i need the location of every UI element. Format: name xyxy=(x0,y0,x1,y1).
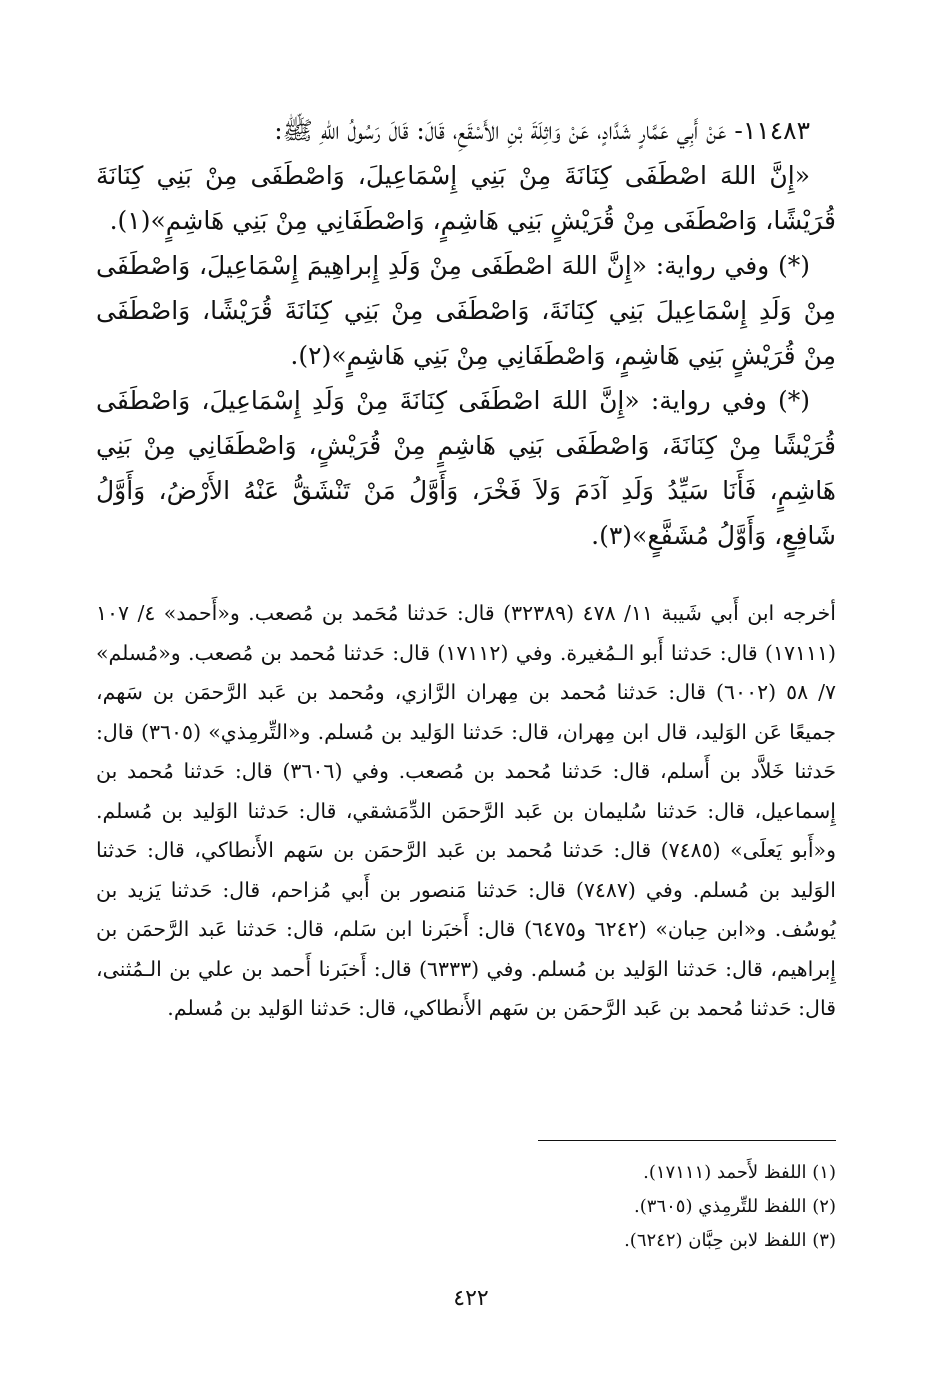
hadith-heading: ١١٤٨٣- عَنْ أَبِي عَمَّارٍ شَدَّادٍ، عَنْ وَاثِلَةَ بْنِ الأَسْقَعِ، قَالَ: قَالَ رَسُولُ اللهِ ﷺ: xyxy=(274,116,810,145)
page-number: ٤٢٢ xyxy=(453,1286,489,1311)
hadith-riwaya-1: (*) وفي رواية: «إِنَّ اللهَ اصْطَفَى مِنْ وَلَدِ إِبراهِيمَ إِسْمَاعِيلَ، وَاصْطَفَى مِنْ وَلَدِ إِسْمَاعِيلَ بَنِي كِنَانَةَ، وَاصْطَفَى مِنْ بَنِي كِنَانَةَ قُرَيْشًا، وَاصْطَفَى مِنْ قُرَيْشٍ بَنِي هَاشِمٍ، وَاصْطَفَانِي مِنْ بَنِي هَاشِمٍ»(٢). xyxy=(96,251,836,370)
hadith-riwaya-2: (*) وفي رواية: «إِنَّ اللهَ اصْطَفَى كِنَانَةَ مِنْ وَلَدِ إِسْمَاعِيلَ، وَاصْطَفَى قُرَيْشًا مِنْ كِنَانَةَ، وَاصْطَفَى بَنِي هَاشِمٍ مِنْ قُرَيْشٍ، وَاصْطَفَانِي مِنْ بَنِي هَاشِمٍ، فَأَنَا سَيِّدُ وَلَدِ آدَمَ وَلاَ فَخْرَ، وَأَوَّلُ مَنْ تَنْشَقُّ عَنْهُ الأَرْضُ، وَأَوَّلُ شَافِعٍ، وَأَوَّلُ مُشَفَّعٍ»(٣). xyxy=(96,386,836,550)
takhrij-block xyxy=(96,594,836,1029)
hadith-matn: «إِنَّ اللهَ اصْطَفَى كِنَانَةَ مِنْ بَنِي إِسْمَاعِيلَ، وَاصْطَفَى مِنْ بَنِي كِنَانَةَ قُرَيْشًا، وَاصْطَفَى مِنْ قُرَيْشٍ بَنِي هَاشِمٍ، وَاصْطَفَانِي مِنْ بَنِي هَاشِمٍ»(١). xyxy=(96,161,836,235)
takhrij-text: أخرجه ابن أَبي شَيبة ١١/ ٤٧٨ (٣٢٣٨٩) قال: حَدثنا مُحَمد بن مُصعب. و«أَحمد» ٤/ ١٠٧ (١٧١١١) قال: حَدثنا أَبو الـمُغيرة. وفي (١٧١١٢) قال: حَدثنا مُحمد بن مُصعب. و«مُسلم» ٧/ ٥٨ (٦٠٠٢) قال: حَدثنا مُحمد بن مِهران الرَّازي، ومُحمد بن عَبد الرَّحمَن بن سَهم، جميعًا عَن الوَليد، قال ابن مِهران، قال: حَدثنا الوَليد بن مُسلم. و«التِّرمِذي» (٣٦٠٥) قال: حَدثنا خَلاَّد بن أَسلم، قال: حَدثنا مُحمد بن مُصعب. وفي (٣٦٠٦) قال: حَدثنا مُحمد بن إِسماعيل، قال: حَدثنا سُليمان بن عَبد الرَّحمَن الدِّمَشقي، قال: حَدثنا الوَليد بن مُسلم. و«أَبو يَعلَى» (٧٤٨٥) قال: حَدثنا مُحمد بن عَبد الرَّحمَن بن سَهم الأَنطاكي، قال: حَدثنا الوَليد بن مُسلم. وفي (٧٤٨٧) قال: حَدثنا مَنصور بن أَبي مُزاحم، قال: حَدثنا يَزيد بن يُوسُف. و«ابن حِبان» (٦٢٤٢ و٦٤٧٥) قال: أَخبَرنا ابن سَلم، قال: حَدثنا عَبد الرَّحمَن بن إِبراهيم، قال: حَدثنا الوَليد بن مُسلم. وفي (٦٣٣٣) قال: أَخبَرنا أَحمد بن علي بن الـمُثنى، قال: حَدثنا مُحمد بن عَبد الرَّحمَن بن سَهم الأَنطاكي، قال: حَدثنا الوَليد بن مُسلم. xyxy=(96,601,837,1020)
footnote-3: (٣) اللفظ لابن حِبَّان (٦٢٤٢). xyxy=(624,1230,836,1251)
hadith-block xyxy=(96,108,836,558)
footnotes xyxy=(96,1156,836,1258)
footnote-separator xyxy=(538,1140,836,1141)
footnote-2: (٢) اللفظ للتِّرمِذي (٣٦٠٥). xyxy=(634,1196,836,1217)
footnote-1: (١) اللفظ لأَحمد (١٧١١١). xyxy=(643,1162,836,1183)
